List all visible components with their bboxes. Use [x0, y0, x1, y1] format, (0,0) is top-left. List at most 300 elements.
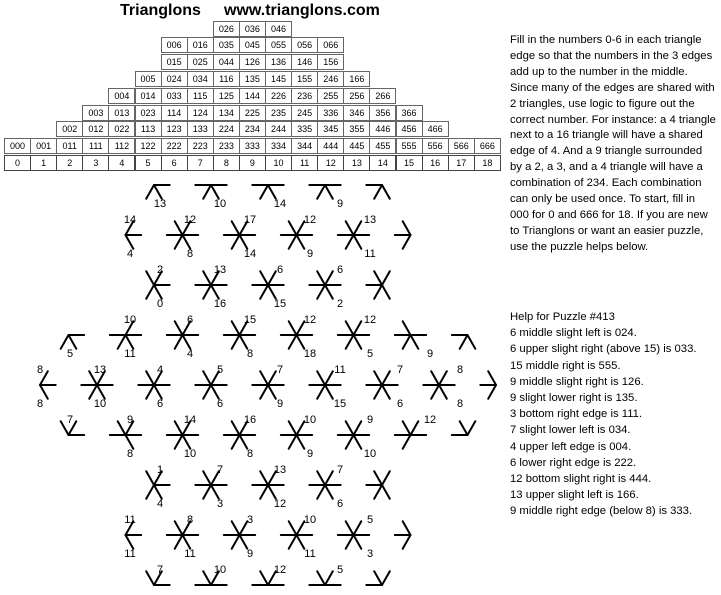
combo-cell: 115 [187, 88, 214, 104]
edge-stub [403, 535, 411, 549]
edge-stub [382, 271, 390, 285]
combo-cell: 146 [291, 54, 318, 70]
triangle-clue: 7 [276, 364, 284, 376]
triangle-clue: 6 [156, 398, 164, 410]
sum-cell: 4 [108, 155, 135, 171]
edge-stub [289, 435, 297, 449]
combo-cell: 346 [343, 105, 370, 121]
help-list [510, 325, 718, 519]
edge-stub [382, 385, 390, 399]
edge-stub [232, 535, 240, 549]
triangle-clue: 5 [366, 348, 374, 360]
edge-stub [268, 485, 276, 499]
sum-cell: 12 [317, 155, 344, 171]
combo-cell: 034 [187, 71, 214, 87]
edge-stub [374, 571, 382, 585]
combo-cell: 224 [213, 121, 240, 137]
help-panel [510, 309, 718, 520]
triangle-clue: 8 [456, 398, 464, 410]
edge-stub [374, 371, 382, 385]
combo-cell: 116 [213, 71, 240, 87]
combo-cell: 006 [161, 37, 188, 53]
triangle-clue: 14 [243, 248, 257, 260]
sum-cell: 8 [213, 155, 240, 171]
triangle-clue: 8 [186, 514, 194, 526]
edge-stub [488, 371, 496, 385]
combo-cell: 445 [343, 138, 370, 154]
triangle-clue: 6 [336, 498, 344, 510]
triangle-clue: 10 [303, 414, 317, 426]
edge-stub [411, 421, 419, 435]
sum-cell: 13 [343, 155, 370, 171]
triangle-clue: 14 [123, 214, 137, 226]
help-line: 6 upper slight right (above 15) is 033. [510, 343, 697, 356]
combination-table [0, 0, 500, 175]
combo-cell: 016 [187, 37, 214, 53]
combo-cell: 113 [135, 121, 162, 137]
triangle-clue: 8 [126, 448, 134, 460]
sum-cell: 18 [474, 155, 501, 171]
combo-cell: 246 [317, 71, 344, 87]
triangle-clue: 3 [366, 548, 374, 560]
edge-stub [325, 485, 333, 499]
edge-stub [268, 285, 276, 299]
triangle-clue: 9 [426, 348, 434, 360]
triangle-clue: 8 [246, 448, 254, 460]
triangle-clue: 11 [124, 548, 136, 560]
edge-stub [382, 185, 390, 199]
triangle-clue: 12 [423, 414, 437, 426]
edge-stub [183, 235, 191, 249]
edge-stub [325, 385, 333, 399]
triangle-clue: 12 [303, 314, 317, 326]
triangle-clue: 15 [333, 398, 347, 410]
edge-stub [297, 335, 305, 349]
edge-stub [468, 421, 476, 435]
edge-stub [203, 385, 211, 399]
combo-cell: 123 [161, 121, 188, 137]
edge-stub [317, 285, 325, 299]
help-line: 12 bottom slight right is 444. [510, 473, 652, 486]
triangle-clue: 9 [246, 548, 254, 560]
combo-cell: 044 [213, 54, 240, 70]
edge-stub [203, 185, 211, 199]
edge-stub [118, 335, 126, 349]
edge-stub [317, 371, 325, 385]
triangle-clue: 10 [213, 564, 227, 576]
edge-stub [346, 535, 354, 549]
triangle-clue: 7 [156, 564, 164, 576]
combo-cell: 156 [317, 54, 344, 70]
edge-stub [346, 321, 354, 335]
help-line: 13 upper slight left is 166. [510, 489, 639, 502]
sum-cell: 16 [422, 155, 449, 171]
combo-cell: 033 [161, 88, 188, 104]
combo-cell: 666 [474, 138, 501, 154]
combo-cell: 144 [239, 88, 266, 104]
triangle-clue: 7 [216, 464, 224, 476]
edge-stub [403, 521, 411, 535]
combo-cell: 235 [265, 105, 292, 121]
triangle-clue: 4 [156, 364, 164, 376]
edge-stub [403, 221, 411, 235]
sum-cell: 5 [135, 155, 162, 171]
triangle-clue: 0 [156, 298, 164, 310]
combo-cell: 356 [369, 105, 396, 121]
edge-stub [382, 571, 390, 585]
combo-cell: 005 [135, 71, 162, 87]
combo-cell: 223 [187, 138, 214, 154]
edge-stub [403, 335, 411, 349]
edge-stub [374, 485, 382, 499]
triangle-clue: 6 [396, 398, 404, 410]
combo-cell: 245 [291, 105, 318, 121]
combo-cell: 111 [82, 138, 109, 154]
edge-stub [374, 471, 382, 485]
triangle-clue: 13 [153, 198, 167, 210]
triangle-clue: 9 [276, 398, 284, 410]
triangle-clue: 11 [184, 548, 196, 560]
combo-cell: 022 [108, 121, 135, 137]
edge-stub [240, 435, 248, 449]
edge-stub [325, 285, 333, 299]
edge-stub [382, 471, 390, 485]
edge-stub [289, 521, 297, 535]
combo-cell: 012 [82, 121, 109, 137]
edge-stub [154, 285, 162, 299]
edge-stub [460, 421, 468, 435]
triangle-clue: 11 [124, 348, 136, 360]
edge-stub [289, 335, 297, 349]
combo-cell: 125 [213, 88, 240, 104]
help-line: 3 bottom right edge is 111. [510, 408, 643, 421]
edge-stub [317, 185, 325, 199]
edge-stub [354, 235, 362, 249]
edge-stub [297, 235, 305, 249]
edge-stub [154, 385, 162, 399]
edge-stub [240, 335, 248, 349]
edge-stub [374, 271, 382, 285]
help-line: 6 middle slight left is 024. [510, 327, 637, 340]
combo-cell: 114 [161, 105, 188, 121]
edge-stub [354, 335, 362, 349]
sum-cell: 6 [161, 155, 188, 171]
combo-cell: 355 [343, 121, 370, 137]
triangle-clue: 10 [93, 398, 107, 410]
triangle-clue: 9 [306, 248, 314, 260]
combo-cell: 112 [108, 138, 135, 154]
edge-stub [126, 335, 134, 349]
combo-cell: 226 [265, 88, 292, 104]
triangle-clue: 12 [183, 214, 197, 226]
triangle-clue: 16 [213, 298, 227, 310]
triangle-clue: 13 [213, 264, 227, 276]
combo-cell: 124 [187, 105, 214, 121]
triangle-clue: 7 [336, 464, 344, 476]
edge-stub [260, 371, 268, 385]
edge-stub [232, 235, 240, 249]
combo-cell: 046 [265, 21, 292, 37]
edge-stub [403, 435, 411, 449]
triangle-clue: 8 [456, 364, 464, 376]
edge-stub [317, 271, 325, 285]
edge-stub [260, 471, 268, 485]
edge-stub [97, 385, 105, 399]
triangle-clue: 5 [66, 348, 74, 360]
sum-cell: 11 [291, 155, 318, 171]
combo-cell: 036 [239, 21, 266, 37]
combo-cell: 056 [291, 37, 318, 53]
instructions-text: Fill in the numbers 0-6 in each triangle edge so that the numbers in the 3 edges add up to the number in the middle. Since many of the edges are shared with 2 triangles, use logic to figure out the correct number. For instance: a 4 triangle next to a 16 triangle will have a shared edge of 4. And a 9 triangle surrounded by a 2, a 3, and a 4 triangle will have a combination of 234. Each combination can only be used once. To start, fill in 000 for 0 and 666 for 18. If you are new to Trianglons or want an easier puzzle, use the puzzle helps below. [510, 34, 716, 253]
edge-stub [232, 335, 240, 349]
triangle-clue: 16 [243, 414, 257, 426]
edge-stub [317, 385, 325, 399]
triangle-clue: 1 [156, 464, 164, 476]
combo-cell: 556 [422, 138, 449, 154]
triangle-clue: 15 [273, 298, 287, 310]
edge-stub [317, 485, 325, 499]
edge-stub [175, 435, 183, 449]
triangle-clue: 3 [246, 514, 254, 526]
edge-stub [289, 535, 297, 549]
combo-cell: 024 [161, 71, 188, 87]
combo-cell: 155 [291, 71, 318, 87]
edge-stub [374, 185, 382, 199]
edge-stub [203, 285, 211, 299]
combo-cell: 045 [239, 37, 266, 53]
site-url-link[interactable]: www.trianglons.com [224, 2, 380, 19]
edge-stub [40, 385, 48, 399]
combo-cell: 345 [317, 121, 344, 137]
edge-stub [183, 535, 191, 549]
combo-cell: 135 [239, 71, 266, 87]
edge-stub [468, 335, 476, 349]
combo-cell: 035 [213, 37, 240, 53]
triangle-clue: 13 [363, 214, 377, 226]
edge-stub [346, 235, 354, 249]
edge-stub [411, 335, 419, 349]
combo-cell: 066 [317, 37, 344, 53]
triangle-clue: 17 [243, 214, 257, 226]
triangle-clue: 12 [273, 564, 287, 576]
triangle-clue: 11 [364, 248, 376, 260]
edge-stub [175, 535, 183, 549]
triangle-clue: 4 [126, 248, 134, 260]
combo-cell: 014 [135, 88, 162, 104]
edge-stub [175, 235, 183, 249]
sum-cell: 9 [239, 155, 266, 171]
triangle-clue: 5 [336, 564, 344, 576]
edge-stub [260, 271, 268, 285]
sum-cell: 2 [56, 155, 83, 171]
sum-cell: 14 [369, 155, 396, 171]
edge-stub [374, 285, 382, 299]
edge-stub [460, 335, 468, 349]
combo-cell: 002 [56, 121, 83, 137]
board-lines [0, 175, 500, 595]
triangle-clue: 8 [186, 248, 194, 260]
triangle-clue: 11 [334, 364, 346, 376]
edge-stub [346, 421, 354, 435]
edge-stub [346, 221, 354, 235]
edge-stub [382, 485, 390, 499]
edge-stub [154, 485, 162, 499]
sum-cell: 15 [396, 155, 423, 171]
edge-stub [317, 471, 325, 485]
triangle-clue: 7 [66, 414, 74, 426]
combo-cell: 236 [291, 88, 318, 104]
sum-cell: 17 [448, 155, 475, 171]
edge-stub [488, 385, 496, 399]
combo-cell: 566 [448, 138, 475, 154]
edge-stub [260, 185, 268, 199]
combo-cell: 266 [369, 88, 396, 104]
edge-stub [289, 221, 297, 235]
edge-stub [146, 485, 154, 499]
combo-cell: 444 [317, 138, 344, 154]
triangle-clue: 8 [246, 348, 254, 360]
sum-cell: 0 [4, 155, 31, 171]
edge-stub [211, 185, 219, 199]
triangle-clue: 4 [186, 348, 194, 360]
combo-cell: 336 [317, 105, 344, 121]
triangle-clue: 6 [336, 264, 344, 276]
triangle-clue: 2 [336, 298, 344, 310]
combo-cell: 455 [369, 138, 396, 154]
combo-cell: 025 [187, 54, 214, 70]
combo-cell: 166 [343, 71, 370, 87]
combo-cell: 233 [213, 138, 240, 154]
edge-stub [439, 385, 447, 399]
triangle-clue: 6 [276, 264, 284, 276]
edge-stub [260, 385, 268, 399]
edge-stub [146, 185, 154, 199]
triangle-clue: 7 [396, 364, 404, 376]
triangle-clue: 18 [303, 348, 317, 360]
triangle-clue: 10 [363, 448, 377, 460]
combo-cell: 136 [265, 54, 292, 70]
edge-stub [354, 435, 362, 449]
edge-stub [325, 185, 333, 199]
triangle-clue: 10 [213, 198, 227, 210]
combo-cell: 055 [265, 37, 292, 53]
edge-stub [203, 485, 211, 499]
triangle-clue: 14 [183, 414, 197, 426]
combo-cell: 366 [396, 105, 423, 121]
edge-stub [382, 285, 390, 299]
triangle-clue: 5 [216, 364, 224, 376]
combo-cell: 013 [108, 105, 135, 121]
combo-cell: 244 [265, 121, 292, 137]
triangle-clue: 13 [273, 464, 287, 476]
combo-cell: 026 [213, 21, 240, 37]
triangle-clue: 10 [123, 314, 137, 326]
triangle-clue: 8 [36, 364, 44, 376]
edge-stub [431, 371, 439, 385]
sum-cell: 3 [82, 155, 109, 171]
edge-stub [260, 485, 268, 499]
edge-stub [126, 235, 134, 249]
combo-cell: 023 [135, 105, 162, 121]
combo-cell: 256 [343, 88, 370, 104]
edge-stub [146, 285, 154, 299]
combo-cell: 456 [396, 121, 423, 137]
edge-stub [69, 335, 77, 349]
edge-stub [211, 285, 219, 299]
triangle-clue: 10 [303, 514, 317, 526]
edge-stub [289, 235, 297, 249]
help-line: 7 slight lower left is 034. [510, 424, 631, 437]
triangle-clue: 8 [36, 398, 44, 410]
triangle-clue: 9 [336, 198, 344, 210]
combo-cell: 555 [396, 138, 423, 154]
edge-stub [260, 571, 268, 585]
combo-cell: 344 [291, 138, 318, 154]
triangle-clue: 10 [183, 448, 197, 460]
page-title: Trianglons [120, 2, 201, 19]
combo-cell: 446 [369, 121, 396, 137]
edge-stub [297, 435, 305, 449]
combo-cell: 145 [265, 71, 292, 87]
edge-stub [183, 435, 191, 449]
edge-stub [403, 421, 411, 435]
edge-stub [346, 521, 354, 535]
triangle-clue: 12 [273, 498, 287, 510]
edge-stub [240, 535, 248, 549]
triangle-clue: 2 [156, 264, 164, 276]
combo-cell: 335 [291, 121, 318, 137]
edge-stub [183, 335, 191, 349]
edge-stub [374, 385, 382, 399]
combo-cell: 003 [82, 105, 109, 121]
combo-cell: 225 [239, 105, 266, 121]
edge-stub [289, 321, 297, 335]
triangle-clue: 12 [303, 214, 317, 226]
combo-cell: 333 [239, 138, 266, 154]
combo-cell: 133 [187, 121, 214, 137]
triangle-clue: 15 [243, 314, 257, 326]
edge-stub [211, 485, 219, 499]
combo-cell: 466 [422, 121, 449, 137]
combo-cell: 004 [108, 88, 135, 104]
edge-stub [354, 535, 362, 549]
triangle-clue: 5 [366, 514, 374, 526]
help-line: 15 middle right is 555. [510, 359, 621, 372]
triangle-clue: 9 [126, 414, 134, 426]
triangle-clue: 6 [186, 314, 194, 326]
sum-cell: 1 [30, 155, 57, 171]
triangle-clue: 4 [156, 498, 164, 510]
help-line: 9 middle right edge (below 8) is 333. [510, 505, 693, 518]
triangle-clue: 13 [93, 364, 107, 376]
combo-cell: 222 [161, 138, 188, 154]
edge-stub [268, 185, 276, 199]
edge-stub [126, 435, 134, 449]
help-line: 6 lower right edge is 222. [510, 456, 637, 469]
edge-stub [346, 335, 354, 349]
triangle-clue: 9 [306, 448, 314, 460]
edge-stub [126, 535, 134, 549]
instructions-panel [510, 33, 716, 256]
edge-stub [317, 571, 325, 585]
combo-cell: 134 [213, 105, 240, 121]
combo-cell: 000 [4, 138, 31, 154]
combo-cell: 015 [161, 54, 188, 70]
edge-stub [403, 321, 411, 335]
combo-cell: 001 [30, 138, 57, 154]
edge-stub [260, 285, 268, 299]
edge-stub [268, 385, 276, 399]
